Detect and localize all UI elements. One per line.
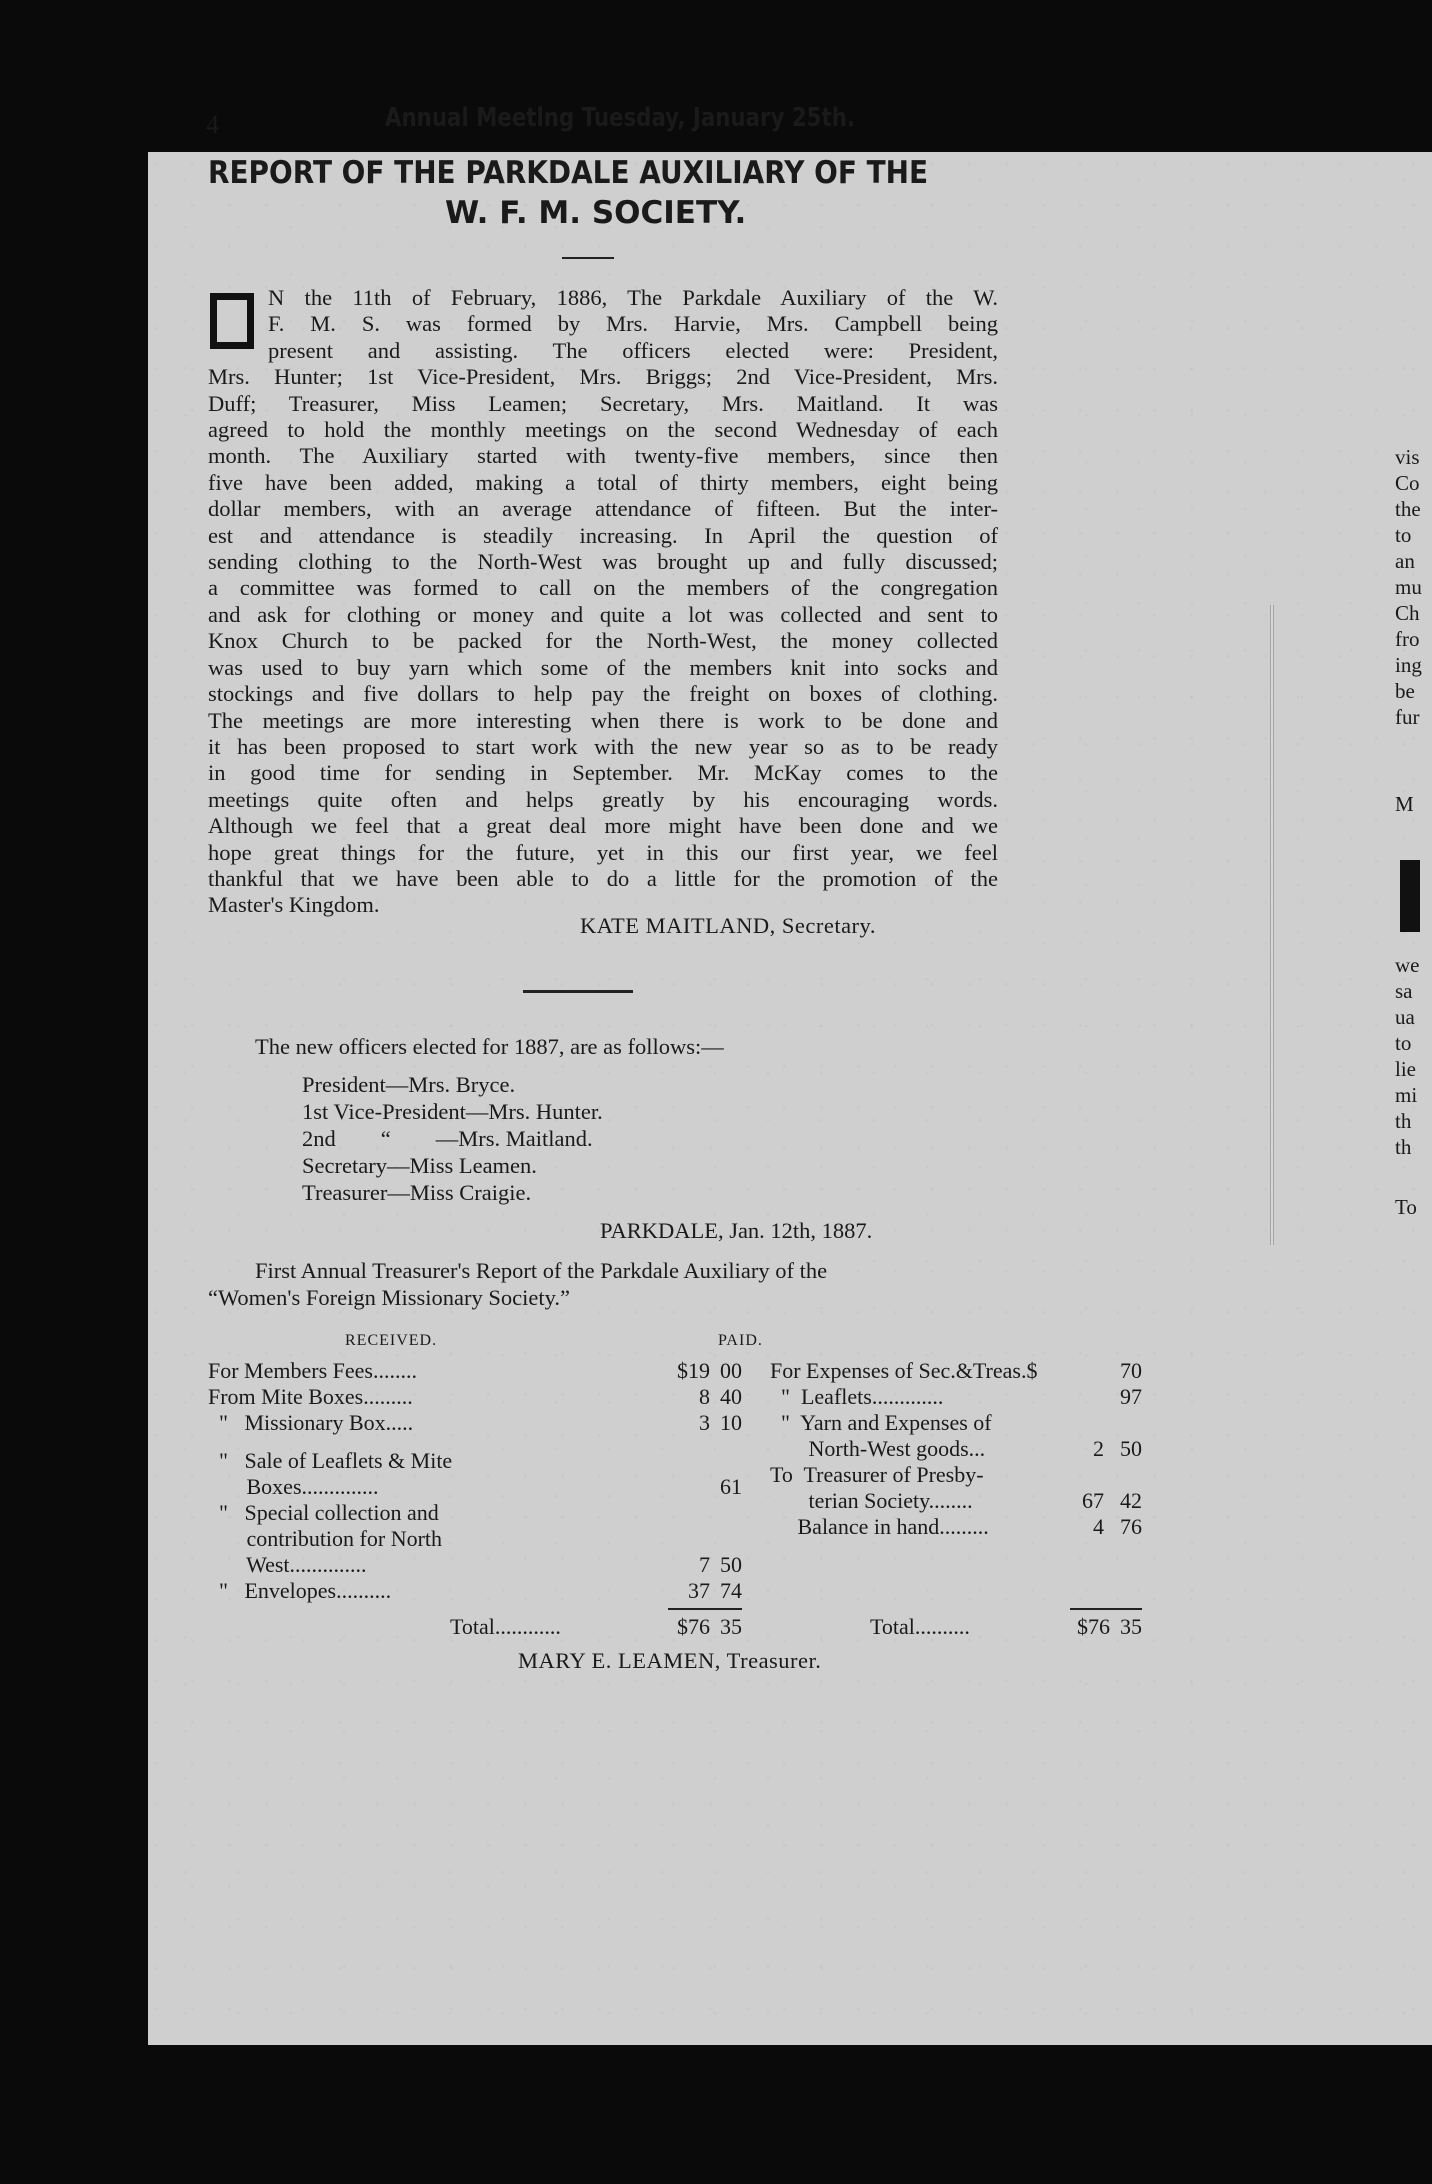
body-line: a committee was formed to call on the members of the congregation — [208, 575, 998, 601]
received-cents: 10 — [720, 1410, 742, 1435]
paid-cents: 76 — [1120, 1514, 1142, 1539]
paid-cents: 50 — [1120, 1436, 1142, 1461]
paid-total-label: Total.......... — [870, 1614, 970, 1639]
next-page-fragment: fur — [1395, 705, 1420, 729]
next-page-fragment: vis — [1395, 445, 1420, 469]
paid-row-label: For Expenses of Sec.&Treas.$ — [770, 1358, 1038, 1383]
body-line: Knox Church to be packed for the North-West, the money collected — [208, 628, 998, 654]
paid-sum-rule — [1070, 1608, 1142, 1610]
body-line: present and assisting. The officers elected were: President, — [268, 337, 998, 363]
report-body — [208, 285, 998, 919]
received-cents: 50 — [720, 1552, 742, 1577]
body-line: in good time for sending in September. Mr. McKay comes to the — [208, 760, 998, 786]
paid-total-cents: 35 — [1120, 1614, 1142, 1639]
received-dollars: 37 — [688, 1578, 710, 1603]
received-dollars: $19 — [677, 1358, 710, 1383]
next-page-fragment: M — [1395, 792, 1414, 816]
received-cents: 40 — [720, 1384, 742, 1409]
next-page-fragment: an — [1395, 549, 1415, 573]
received-total-dollars: $76 — [677, 1614, 710, 1639]
body-line: Master's Kingdom. — [208, 892, 380, 918]
body-line: was used to buy yarn which some of the members knit into socks and — [208, 654, 998, 680]
officers-intro: The new officers elected for 1887, are as follows:— — [255, 1034, 724, 1059]
paid-cents: 97 — [1120, 1384, 1142, 1409]
received-total-cents: 35 — [720, 1614, 742, 1639]
page-number: 4 — [206, 110, 219, 139]
received-dollars: 3 — [699, 1410, 710, 1435]
body-line: stockings and five dollars to help pay the freight on boxes of clothing. — [208, 681, 998, 707]
body-line: Although we feel that a great deal more might have been done and we — [208, 813, 998, 839]
paid-heading: PAID. — [718, 1332, 763, 1349]
next-page-fragment: mi — [1395, 1083, 1418, 1107]
received-heading: RECEIVED. — [345, 1332, 438, 1349]
next-page-fragment: fro — [1395, 627, 1420, 651]
body-line: Duff; Treasurer, Miss Leamen; Secretary, Mrs. Maitland. It was — [208, 390, 998, 416]
received-row-label: From Mite Boxes......... — [208, 1384, 413, 1409]
body-line: dollar members, with an average attendance of fifteen. But the inter- — [208, 496, 998, 522]
received-row-label: For Members Fees........ — [208, 1358, 417, 1383]
paid-cents: 70 — [1120, 1358, 1142, 1383]
body-line: F. M. S. was formed by Mrs. Harvie, Mrs. Campbell being — [268, 311, 998, 337]
paid-cents: 42 — [1120, 1488, 1142, 1513]
body-line: est and attendance is steadily increasing. In April the question of — [208, 522, 998, 548]
paid-row-label: Balance in hand......... — [770, 1514, 989, 1539]
received-row-label: West.............. — [208, 1552, 367, 1577]
received-cents: 74 — [720, 1578, 742, 1603]
received-row-label: " Envelopes.......... — [208, 1578, 392, 1603]
received-dollars: 8 — [699, 1384, 710, 1409]
paid-row-label: terian Society........ — [770, 1488, 973, 1513]
officer-line: President—Mrs. Bryce. — [302, 1072, 516, 1097]
body-line: and ask for clothing or money and quite a lot was collected and sent to — [208, 601, 998, 627]
body-line: month. The Auxiliary started with twenty-five members, since then — [208, 443, 998, 469]
treasurer-intro: “Women's Foreign Missionary Society.” — [208, 1285, 570, 1310]
title-line-2: W. F. M. SOCIETY. — [445, 195, 747, 231]
received-row-label: " Special collection and — [208, 1500, 439, 1525]
body-line: hope great things for the future, yet in this our first year, we feel — [208, 839, 998, 865]
paid-row-label: North-West goods... — [770, 1436, 986, 1461]
body-line: agreed to hold the monthly meetings on the second Wednesday of each — [208, 417, 998, 443]
body-line: sending clothing to the North-West was brought up and fully discussed; — [208, 549, 998, 575]
next-page-fragment: lie — [1395, 1057, 1416, 1081]
next-page-fragment: th — [1395, 1109, 1412, 1133]
officer-line: 2nd “ —Mrs. Maitland. — [302, 1126, 593, 1151]
next-page-fragment: sa — [1395, 979, 1413, 1003]
next-page-fragment: ing — [1395, 653, 1422, 677]
paid-total-dollars: $76 — [1077, 1614, 1110, 1639]
paid-dollars: 2 — [1093, 1436, 1104, 1461]
paid-row-label: " Yarn and Expenses of — [770, 1410, 992, 1435]
next-page-fragment: we — [1395, 953, 1420, 977]
page-fold-line — [1270, 605, 1274, 1245]
next-page-fragment: to — [1395, 1031, 1412, 1055]
received-cents: 00 — [720, 1358, 742, 1383]
body-line: N the 11th of February, 1886, The Parkdale Auxiliary of the W. — [268, 285, 998, 310]
title-rule — [562, 257, 614, 259]
received-row-label: " Missionary Box..... — [208, 1410, 414, 1435]
received-row-label: contribution for North — [208, 1526, 443, 1551]
next-page-fragment: ua — [1395, 1005, 1415, 1029]
body-line: The meetings are more interesting when there is work to be done and — [208, 707, 998, 733]
paid-row-label: " Leaflets............. — [770, 1384, 944, 1409]
next-page-fragment: the — [1395, 497, 1421, 521]
secretary-signature: KATE MAITLAND, Secretary. — [580, 913, 876, 938]
next-page-fragment: To — [1395, 1195, 1417, 1219]
section-rule — [523, 990, 633, 993]
paid-dollars: 67 — [1082, 1488, 1104, 1513]
next-page-fragment: Ch — [1395, 601, 1420, 625]
next-page-fragment: Co — [1395, 471, 1420, 495]
paid-row-label: To Treasurer of Presby- — [770, 1462, 984, 1487]
next-page-fragment: to — [1395, 523, 1412, 547]
received-row-label: " Sale of Leaflets & Mite — [208, 1448, 453, 1473]
body-line: meetings quite often and helps greatly by his encouraging words. — [208, 786, 998, 812]
body-line: Mrs. Hunter; 1st Vice-President, Mrs. Briggs; 2nd Vice-President, Mrs. — [208, 364, 998, 390]
received-cents: 61 — [720, 1474, 742, 1499]
received-row-label: Boxes.............. — [208, 1474, 379, 1499]
next-page-drop-cap — [1400, 860, 1420, 932]
received-sum-rule — [668, 1608, 742, 1610]
next-page-fragment: mu — [1395, 575, 1422, 599]
received-total-label: Total............ — [450, 1614, 561, 1639]
body-line: five have been added, making a total of thirty members, eight being — [208, 469, 998, 495]
date-line: PARKDALE, Jan. 12th, 1887. — [600, 1218, 873, 1243]
body-line: thankful that we have been able to do a little for the promotion of the — [208, 865, 998, 891]
body-line: it has been proposed to start work with the new year so as to be ready — [208, 733, 998, 759]
officer-line: Treasurer—Miss Craigie. — [302, 1180, 532, 1205]
paid-dollars: 4 — [1093, 1514, 1104, 1539]
running-header: Annual Meetlng Tuesday, January 25th. — [385, 103, 855, 133]
treasurer-signature: MARY E. LEAMEN, Treasurer. — [518, 1648, 822, 1673]
received-dollars: 7 — [699, 1552, 710, 1577]
next-page-fragment: th — [1395, 1135, 1412, 1159]
officer-line: Secretary—Miss Leamen. — [302, 1153, 537, 1178]
next-page-fragment: be — [1395, 679, 1415, 703]
treasurer-intro: First Annual Treasurer's Report of the Parkdale Auxiliary of the — [255, 1258, 828, 1283]
officer-line: 1st Vice-President—Mrs. Hunter. — [302, 1099, 603, 1124]
title-line-1: REPORT OF THE PARKDALE AUXILIARY OF THE — [208, 155, 929, 191]
